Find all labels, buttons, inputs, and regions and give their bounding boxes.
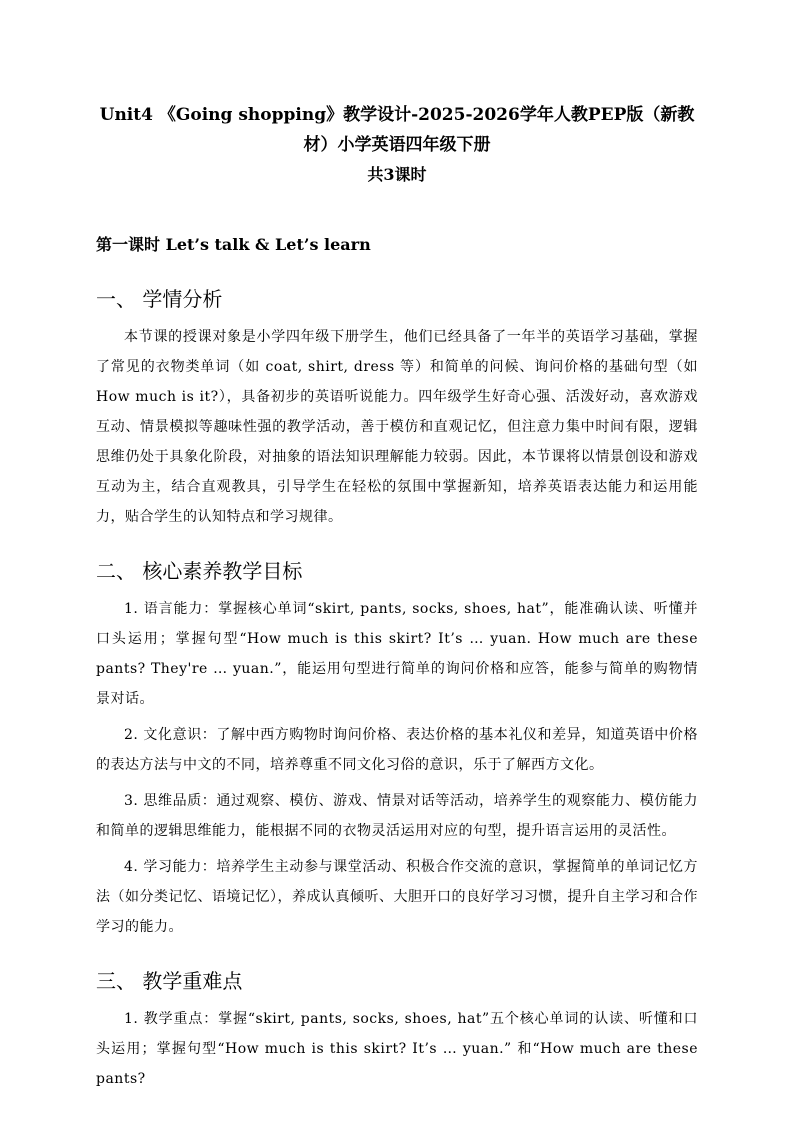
lesson-title: 第一课时 Let’s talk & Let’s learn [96,235,371,254]
document-subtitle: 共3课时 [367,165,427,184]
section-heading-key-points: 三、 教学重难点 [96,969,243,993]
section-heading-teaching-objectives: 二、 核心素养教学目标 [96,559,303,583]
paragraph: 1. 语言能力：掌握核心单词“skirt, pants, socks, shoes, hat”，能准确认读、听懂并口头运用；掌握句型“How much is this skirt? It’s … yuan. How much are these pants? They're … yuan.”，能运用句型进行简单的询问价格和应答，能参与简单的购物情景对话。 [96,601,698,707]
document-title: Unit4 《Going shopping》教学设计-2025-2026学年人教PEP版（新教材）小学英语四年级下册 [99,105,695,155]
paragraph: 本节课的授课对象是小学四年级下册学生，他们已经具备了一年半的英语学习基础，掌握了常见的衣物类单词（如 coat, shirt, dress 等）和简单的问候、询问价格的基础句型（如 How much is it?），具备初步的英语听说能力。四年级学生好奇心强、活泼好动，喜欢游戏互动、情景模拟等趣味性强的教学活动，善于模仿和直观记忆，但注意力集中时间有限，逻辑思维仍处于具象化阶段，对抽象的语法知识理解能力较弱。因此，本节课将以情景创设和游戏互动为主，结合直观教具，引导学生在轻松的氛围中掌握新知，培养英语表达能力和运用能力，贴合学生的认知特点和学习规律。 [96,329,698,525]
paragraph: 2. 文化意识：了解中西方购物时询问价格、表达价格的基本礼仪和差异，知道英语中价格的表达方法与中文的不同，培养尊重不同文化习俗的意识，乐于了解西方文化。 [96,727,698,773]
document-content [96,100,698,1100]
paragraph: 4. 学习能力：培养学生主动参与课堂活动、积极合作交流的意识，掌握简单的单词记忆方法（如分类记忆、语境记忆），养成认真倾听、大胆开口的良好学习习惯，提升自主学习和合作学习的能力。 [96,859,698,935]
paragraph: 3. 思维品质：通过观察、模仿、游戏、情景对话等活动，培养学生的观察能力、模仿能力和简单的逻辑思维能力，能根据不同的衣物灵活运用对应的句型，提升语言运用的灵活性。 [96,793,698,839]
paragraph: 1. 教学重点：掌握“skirt, pants, socks, shoes, hat”五个核心单词的认读、听懂和口头运用；掌握句型“How much is this skirt? It’s … yuan.” 和“How much are these pants? [96,1011,698,1087]
section-heading-learner-analysis: 一、 学情分析 [96,287,223,311]
